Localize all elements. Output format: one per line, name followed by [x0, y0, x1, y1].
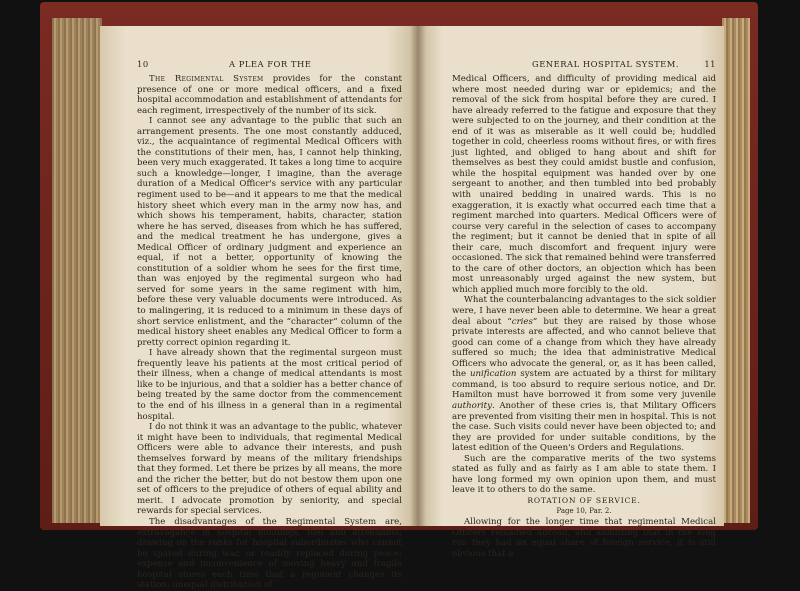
book-gutter [410, 26, 426, 526]
text-run: system are actuated by a thirst for military command, is too absurd to require serious notice, and Dr. Hamilton must have borrowed it from some very juvenile [452, 369, 716, 401]
right-body-text [452, 74, 716, 559]
text-run: . Another of these cries is, that Military Officers are prevented from visiting their men in hospital. This is not the case. Such visits could never have been objected to; and they are provided for under suitable conditions, by the latest edition of the Queen's Orders and Regulations. [452, 400, 716, 454]
section-title: ROTATION OF SERVICE. [527, 495, 641, 505]
paragraph: The disadvantages of the Regimental System are, extravagance in hospital buildings, fuel and attendants; drawing on the ranks for hospital subordinates who cannot be spared during war, or readily replaced during peace; expense and inconvenience of moving heavy and fragile hospital stores each time that a regiment changes its station; unequal distribution of [137, 516, 402, 591]
page-edges-right [722, 18, 750, 523]
paragraph: Medical Officers, and difficulty of providing medical aid where most needed during war or epidemics; and the removal of the sick from hospital before they are cured. I have already referred to the fatigue and exposure that they were subjected to on the journey, and their condition at the end of it was as miserable as it well could be; huddled together in cold, cheerless rooms without fires, or with fires just lighted, and obliged to hang about and shift for themselves as best they could amidst bustle and confusion, while the hospital equipment was handed over by one sergeant to another, and then tumbled into bed probably with unaired bedding in unaired wards. This is no exaggeration, it is exactly what occurred each time that a regiment marched into quarters. Medical Officers were of course very careful in the selection of cases to accompany the regiment; but it cannot be denied that in spite of all their care, much discomfort and frequent injury were occasioned. The sick that remained behind were transferred to the care of other doctors, an objection which has been most unreasonably urged against the new system, but which applied much more forcibly to the old. [452, 74, 716, 295]
text-run: ” but they are raised by those whose private interests are affected, and who cannot believe that good can come of a change from which they have already suffered so much; the idea that administrative Medical Officers who advocate the general, or, as it has been called, the [452, 316, 716, 380]
section-reference: Page 10, Par. 2. [556, 507, 612, 516]
italic-text: authority [452, 400, 492, 411]
paragraph: I cannot see any advantage to the public that such an arrangement presents. The one most constantly adduced, viz., the acquaintance of regimental Medical Officers with the constitutions of their men, has, I cannot help thinking, been very much exaggerated. It takes a long time to acquire such a knowledge—longer, I imagine, than the average duration of a Medical Officer's service with any particular regiment used to be—and it appears to me that the medical history sheet which every man in the army now has, and which shows his temperament, habits, character, station where he has served, diseases from which he has suffered, and the medical treatment he has undergone, gives a Medical Officer of ordinary judgment and experience an equal, if not a better, opportunity of knowing the constitution of a soldier whom he sees for the first time, than was enjoyed by the regimental surgeon who had served for some years in the same regiment with him, before these very valuable documents were introduced. As to malingering, it is reduced to a minimum in these days of short service enlistment, and the “character” column of the medical history sheet enables any Medical Officer to form a pretty correct opinion regarding it. [137, 116, 402, 348]
paragraph: Such are the comparative merits of the two systems stated as fully and as fairly as I am able to state them. I have long formed my own opinion upon them, and must leave it to others to do the same. [452, 453, 716, 496]
left-body-text [137, 74, 402, 591]
paragraph: Allowing for the longer time that regimental Medical Officers remained abroad, and admitting that in the long run they had an equal share of foreign service, it is still obvious that a [452, 516, 716, 559]
right-page [418, 26, 724, 559]
lead-words: The Regimental System [149, 74, 264, 84]
paragraph: I do not think it was an advantage to the public, whatever it might have been to individuals, that regimental Medical Officers were able to advance their interests, and push themselves forward by means of the military friendships that they formed. Let there be prizes by all means, the more and the richer the better, but do not bestow them upon one set of officers to the prejudice of others of equal ability and merit. I advocate promotion by seniority, and special rewards for special services. [137, 422, 402, 517]
left-page [100, 26, 418, 591]
right-head-title: GENERAL HOSPITAL SYSTEM. [532, 59, 680, 69]
left-head-title: A PLEA FOR THE [229, 59, 312, 69]
page-edges-left [52, 18, 102, 523]
italic-text: unification [469, 369, 517, 380]
left-page-number: 10 [137, 59, 149, 69]
paragraph [452, 295, 716, 453]
text-run: What the counterbalancing advantages to the sick soldier were, I have never been able to determine. We hear a great deal about “ [452, 295, 716, 327]
paragraph-text: provides for the constant presence of one or more medical officers, and a fixed hospital accommodation and establishment of attendants for each regiment, irrespectively of the number of its sick. [137, 74, 402, 116]
paragraph: I have already shown that the regimental surgeon must frequently leave his patients at the most critical period of their illness, when a change of medical attendants is most like to be injurious, and that a soldier has a better chance of being treated by the same doctor from the commencement to the end of his illness in a general than in a regimental hospital. [137, 348, 402, 422]
italic-text: cries [511, 316, 533, 327]
right-page-number: 11 [704, 59, 716, 69]
paragraph [137, 74, 402, 116]
